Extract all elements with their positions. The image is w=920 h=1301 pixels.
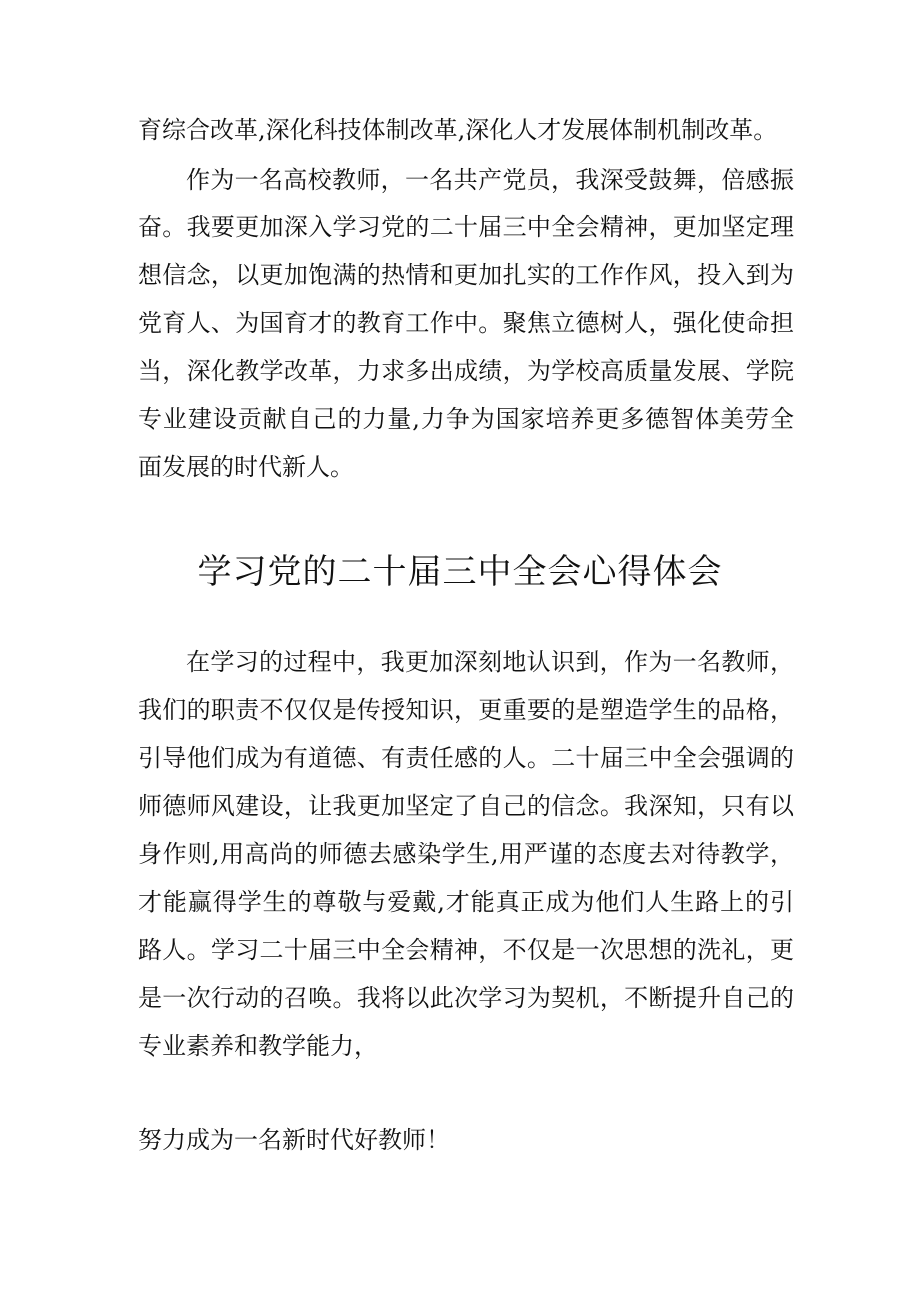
text-line: 我们的职责不仅仅是传授知识，更重要的是塑造学生的品格， [138,696,794,724]
text-line: 引导他们成为有道德、有责任感的人。二十届三中全会强调的 [138,744,794,772]
text-line: 当，深化教学改革，力求多出成绩，为学校高质量发展、学院 [138,357,794,385]
text-line: 作为一名高校教师，一名共产党员，我深受鼓舞，倍感振 [186,166,794,194]
text-line: 路人。学习二十届三中全会精神，不仅是一次思想的洗礼，更 [138,936,794,964]
text-line: 专业素养和教学能力， [138,1032,378,1060]
text-line: 在学习的过程中，我更加深刻地认识到，作为一名教师， [186,648,794,676]
text-line: 身作则,用高尚的师德去感染学生,用严谨的态度去对待教学， [138,840,794,868]
text-line: 专业建设贡献自己的力量,力争为国家培养更多德智体美劳全 [138,405,794,433]
text-line: 是一次行动的召唤。我将以此次学习为契机，不断提升自己的 [138,984,794,1012]
text-line: 党育人、为国育才的教育工作中。聚焦立德树人，强化使命担 [138,309,794,337]
text-line: 面发展的时代新人。 [138,453,354,481]
text-line: 育综合改革,深化科技体制改革,深化人才发展体制机制改革。 [138,116,778,144]
text-line: 想信念，以更加饱满的热情和更加扎实的工作作风，投入到为 [138,261,794,289]
text-line: 奋。我要更加深入学习党的二十届三中全会精神，更加坚定理 [138,213,794,241]
closing-line: 努力成为一名新时代好教师！ [138,1126,450,1154]
text-line: 才能赢得学生的尊敬与爱戴,才能真正成为他们人生路上的引 [138,888,794,916]
section-title: 学习党的二十届三中全会心得体会 [197,552,723,592]
text-line: 师德师风建设，让我更加坚定了自己的信念。我深知，只有以 [138,792,794,820]
